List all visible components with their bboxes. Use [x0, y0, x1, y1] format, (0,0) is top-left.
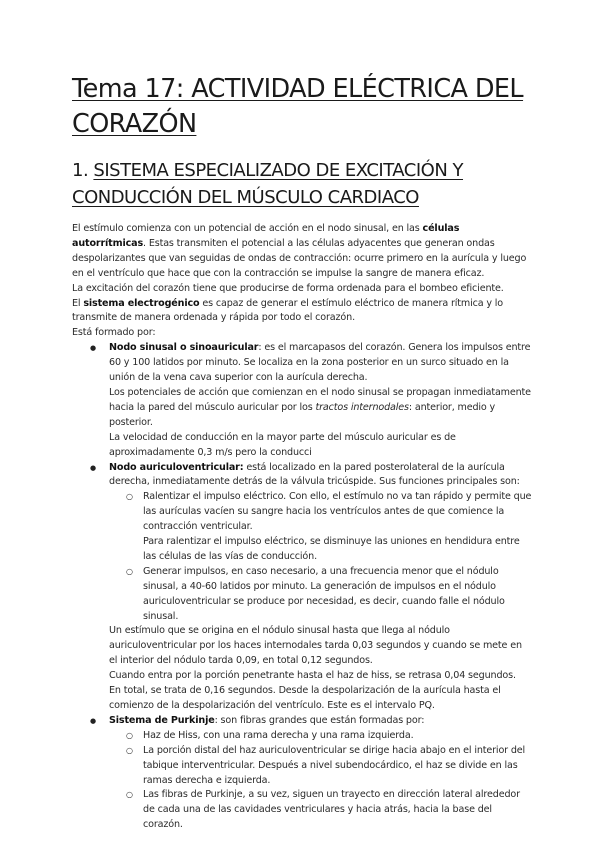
sub-item-text: ○ Ralentizar el impulso eléctrico. Con ello, el estímulo no va tan rápido y permite que las aurículas vacíen su sangre hacia los ventrículos antes de que comience la contracción ventricular. — [143, 491, 532, 533]
list-item-text — [109, 386, 532, 431]
text-span: Los potenciales de acción que comienzan en el nodo sinusal se propagan inmediatamente hacia la pared del músculo auricular por los — [109, 386, 531, 413]
list-item-text — [109, 341, 532, 386]
component-list — [72, 341, 532, 833]
bold-term: Nodo sinusal o sinoauricular — [109, 342, 259, 354]
italic-term: tractos internodales — [315, 401, 409, 413]
sub-list — [109, 490, 532, 624]
list-item-text: Un estímulo que se origina en el nódulo sinusal hasta que llega al nódulo auriculoventricular por los haces internodales tarda 0,03 segundos y cuando se mete en el interior del nódulo tarda 0,09, en total 0,12 segundos. — [109, 625, 522, 667]
list-item-text: La velocidad de conducción en la mayor parte del músculo auricular es de aproximadamente 0,3 m/s pero la conducci — [109, 431, 456, 458]
text-span: está localizado en la pared posterolateral de la aurícula derecha, inmediatamente detrás de la válvula tricúspide. Sus funciones principales son: — [109, 461, 520, 488]
bold-term: sistema electrogénico — [83, 297, 200, 309]
intro-paragraph-2: La excitación del corazón tiene que producirse de forma ordenada para el bombeo eficiente. — [72, 282, 504, 294]
sub-list — [109, 729, 532, 833]
text-span: es capaz de generar el estímulo eléctrico de manera rítmica y lo transmite de manera ordenada y rápida por todo el corazón. — [72, 297, 503, 324]
text-span: : es el marcapasos del corazón. Genera los impulsos entre 60 y 100 latidos por minuto. Se localiza en la zona posterior en un surco situado en la unión de la vena cava superior con la aurícula derecha. — [109, 342, 531, 384]
sub-list-item: ○ Las fibras de Purkinje, a su vez, siguen un trayecto en dirección lateral alrededor de cada una de las cavidades ventriculares y hacia atrás, hacia la base del corazón. — [143, 788, 532, 833]
section-heading — [72, 157, 542, 211]
page-title: Tema 17: ACTIVIDAD ELÉCTRICA DEL CORAZÓN — [72, 74, 524, 139]
list-item-text: En total, se trata de 0,16 segundos. Desde la despolarización de la aurícula hasta el comienzo de la despolarización del ventrículo. Este es el intervalo PQ. — [109, 685, 501, 711]
list-item-text — [109, 714, 532, 729]
list-item-purkinje — [109, 714, 532, 833]
text-span: El — [72, 297, 84, 309]
intro-paragraph-4: Está formado por: — [72, 327, 156, 339]
sub-list-item: ○ La porción distal del haz auriculoventricular se dirige hacia abajo en el interior del tabique interventricular. Después a nivel subendocárdico, el haz se divide en las ramas derecha e izquierda. — [143, 744, 532, 789]
sub-item-text: ○ Generar impulsos, en caso necesario, a una frecuencia menor que el nódulo sinusal, a 40-60 latidos por minuto. La generación de impulsos en el nódulo auriculoventricular se produce por necesidad, es decir, cuando falle el nódulo sinusal. — [143, 565, 505, 622]
sub-item-text: Para ralentizar el impulso eléctrico, se disminuye las uniones en hendidura entre las células de las vías de conducción. — [143, 536, 520, 562]
section-number: 1. — [72, 160, 89, 181]
list-item-text: Cuando entra por la porción penetrante hasta el haz de hiss, se retrasa 0,04 segundos. — [109, 670, 516, 682]
list-item-nodo-av — [109, 461, 532, 714]
text-span: : anterior, medio y posterior. — [109, 401, 496, 428]
text-span: . Estas transmiten el potencial a las células adyacentes que generan ondas despolarizantes que van seguidas de ondas de contracción: ocurre primero en la aurícula y luego en el ventrículo que hace que con la contracción se impulse la sangre de manera eficaz. — [72, 237, 527, 279]
intro-paragraph-3 — [72, 297, 532, 327]
bold-term: células autorrítmicas — [72, 223, 460, 249]
text-span: : son fibras grandes que están formadas por: — [214, 714, 425, 726]
section-title: SISTEMA ESPECIALIZADO DE EXCITACIÓN Y CONDUCCIÓN DEL MÚSCULO CARDIACO — [72, 160, 464, 208]
sub-list-item — [143, 490, 532, 565]
sub-list-item: ○ Haz de Hiss, con una rama derecha y una rama izquierda. — [143, 729, 532, 744]
intro-paragraph-1 — [72, 222, 532, 282]
document-body — [72, 222, 532, 833]
text-span: El estímulo comienza con un potencial de acción en el nodo sinusal, en las — [72, 223, 423, 234]
sub-list-item — [143, 565, 532, 625]
list-item-text — [109, 461, 532, 491]
bold-term: Sistema de Purkinje — [109, 714, 215, 726]
bold-term: Nodo auriculoventricular: — [109, 461, 244, 473]
list-item-nodo-sinusal — [109, 341, 532, 460]
